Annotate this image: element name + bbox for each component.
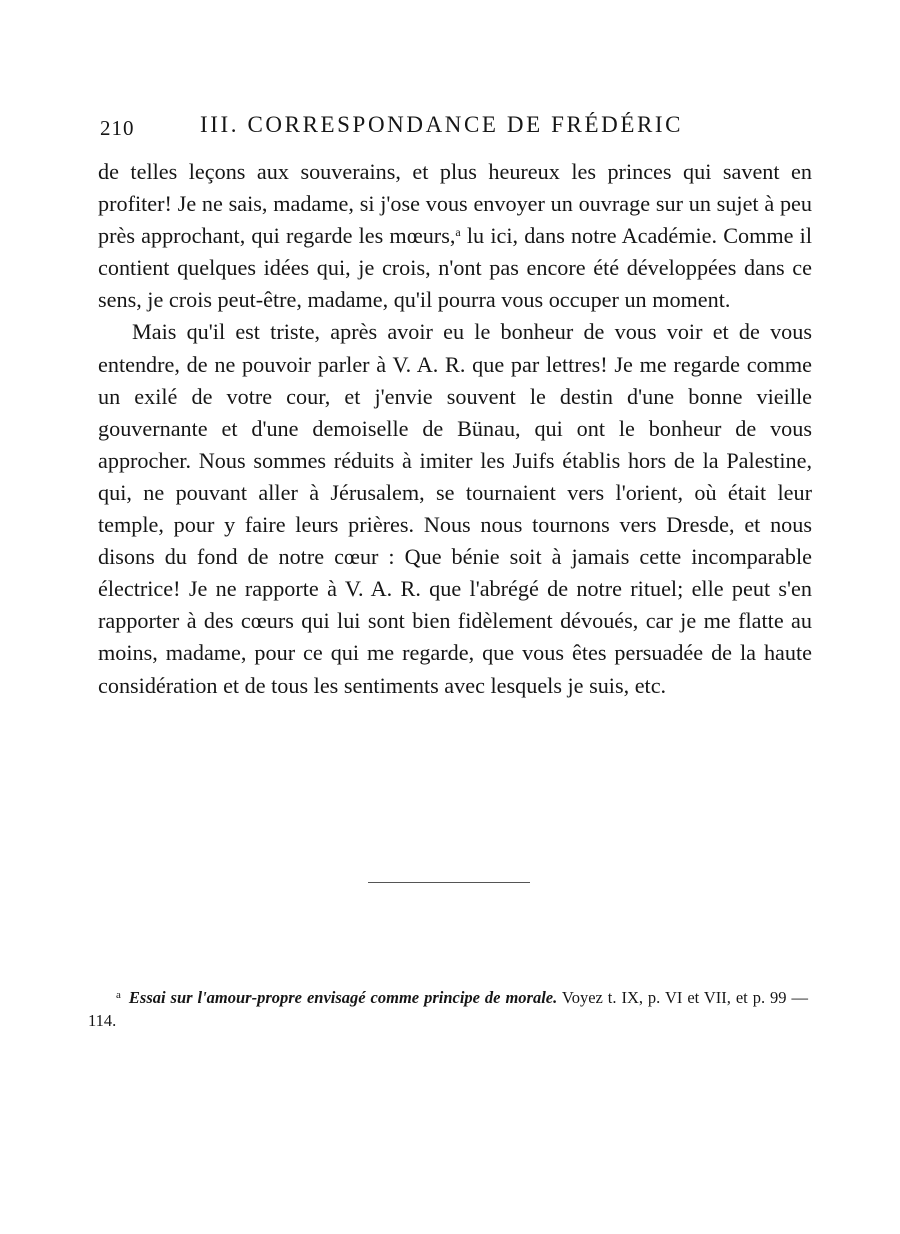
paragraph-text-continued: lu ici, dans notre Académie. Comme il contient quelques idées qui, je crois, n'ont pas encore été développées dans ce sens, je crois peut-être, madame, qu'il pourra vous occuper un moment. bbox=[98, 223, 812, 313]
paragraph-text: Mais qu'il est triste, après avoir eu le bonheur de vous voir et de vous entendre, de ne pouvoir parler à V. A. R. que par lettres! Je me regarde comme un exilé de votre cour, et j'envie souvent le destin d'une bonne vieille gouvernante et d'une demoiselle de Bünau, qui ont le bonheur de vous approcher. Nous sommes réduits à imiter les Juifs établis hors de la Palestine, qui, ne pouvant aller à Jérusalem, se tournaient vers l'orient, où était leur temple, pour y faire leurs prières. Nous nous tournons vers Dresde, et nous disons du fond de notre cœur : Que bénie soit à jamais cette incomparable électrice! Je ne rapporte à V. A. R. que l'abrégé de notre rituel; elle peut s'en rapporter à des cœurs qui lui sont bien fidèlement dévoués, car je me flatte au moins, madame, pour ce qui me regarde, que vous êtes persuadée de la haute considération et de tous les sentiments avec lesquels je suis, etc. bbox=[98, 319, 812, 698]
main-text bbox=[98, 156, 812, 702]
footnote-title: Essai sur l'amour-propre envisagé comme principe de morale. bbox=[128, 988, 558, 1007]
paragraph bbox=[98, 156, 812, 316]
running-title: III. CORRESPONDANCE DE FRÉDÉRIC bbox=[200, 112, 684, 137]
page-number: 210 bbox=[100, 116, 135, 140]
footnote: a Essai sur l'amour-propre envisagé comme principe de morale. Voyez t. IX, p. VI et VII, et p. 99 — 114. bbox=[88, 988, 808, 1030]
footnote-reference-text: Voyez t. IX, p. VI et VII, et p. 99 — 114. bbox=[88, 988, 808, 1030]
running-header bbox=[100, 112, 820, 146]
footnote-separator-rule bbox=[368, 882, 530, 883]
paragraph-text: de telles leçons aux souverains, et plus heureux les princes qui savent en profiter! Je ne sais, madame, si j'ose vous envoyer un ouvrage sur un sujet à peu près approchant, qui regarde les mœurs, bbox=[98, 159, 812, 249]
footnote-reference: a bbox=[455, 225, 461, 240]
paragraph bbox=[98, 316, 812, 701]
